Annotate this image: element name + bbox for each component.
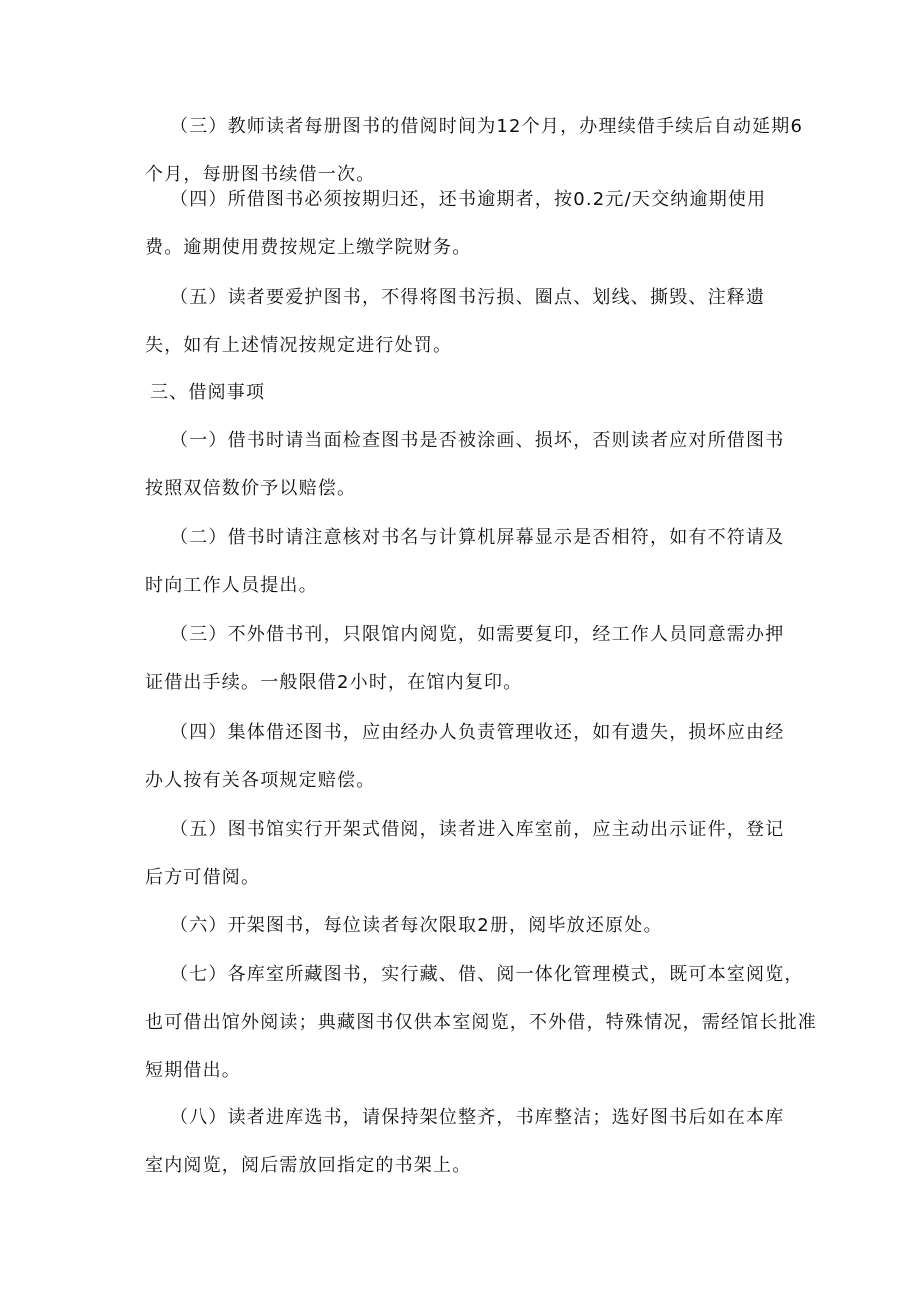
text-line: （四）集体借还图书，应由经办人负责管理收还，如有遗失，损坏应由经 bbox=[170, 722, 785, 743]
section-heading: 三、借阅事项 bbox=[150, 382, 266, 403]
text-line: （七）各库室所藏图书，实行藏、借、阅一体化管理模式，既可本室阅览， bbox=[170, 964, 804, 985]
text-line: （八）读者进库选书，请保持架位整齐，书库整洁；选好图书后如在本库 bbox=[170, 1107, 785, 1128]
text-line: 按照双倍数价予以赔偿。 bbox=[145, 478, 357, 499]
text-line: 室内阅览，阅后需放回指定的书架上。 bbox=[145, 1155, 472, 1176]
text-line: （二）借书时请注意核对书名与计算机屏幕显示是否相符，如有不符请及 bbox=[170, 527, 785, 548]
text-line: （五）图书馆实行开架式借阅，读者进入库室前，应主动出示证件，登记 bbox=[170, 819, 785, 840]
text-line: 短期借出。 bbox=[145, 1060, 241, 1081]
text-line: 办人按有关各项规定赔偿。 bbox=[145, 770, 376, 791]
paragraph-2-2 bbox=[145, 514, 805, 610]
paragraph-3-2 bbox=[145, 611, 805, 707]
paragraph-7-2 bbox=[145, 951, 817, 1095]
paragraph-6-2 bbox=[150, 902, 805, 950]
text-line: 时向工作人员提出。 bbox=[145, 575, 318, 596]
text-line: 个月，每册图书续借一次。 bbox=[145, 164, 376, 185]
text-line: 失，如有上述情况按规定进行处罚。 bbox=[145, 335, 453, 356]
text-line: （五）读者要爱护图书，不得将图书污损、圈点、划线、撕毁、注释遗 bbox=[170, 287, 766, 308]
paragraph-5-2 bbox=[145, 806, 805, 902]
text-line: （三）教师读者每册图书的借阅时间为12个月，办理续借手续后自动延期6 bbox=[170, 116, 804, 137]
text-line: 证借出手续。一般限借2小时，在馆内复印。 bbox=[145, 672, 523, 693]
text-line: （一）借书时请当面检查图书是否被涂画、损坏，否则读者应对所借图书 bbox=[170, 430, 785, 451]
text-line: （六）开架图书，每位读者每次限取2册，阅毕放还原处。 bbox=[170, 915, 663, 936]
paragraph-5-1 bbox=[145, 274, 805, 370]
text-line: 费。逾期使用费按规定上缴学院财务。 bbox=[145, 237, 472, 258]
text-line: 后方可借阅。 bbox=[145, 867, 261, 888]
paragraph-4-1 bbox=[145, 176, 805, 272]
text-line: （三）不外借书刊，只限馆内阅览，如需要复印，经工作人员同意需办押 bbox=[170, 624, 785, 645]
text-line: （四）所借图书必须按期归还，还书逾期者，按0.2元/天交纳逾期使用 bbox=[170, 189, 767, 210]
paragraph-4-2 bbox=[145, 709, 805, 805]
paragraph-1-2 bbox=[145, 417, 805, 513]
paragraph-8-2 bbox=[145, 1094, 805, 1190]
text-line: 也可借出馆外阅读；典藏图书仅供本室阅览，不外借，特殊情况，需经馆长批准 bbox=[145, 1012, 817, 1033]
